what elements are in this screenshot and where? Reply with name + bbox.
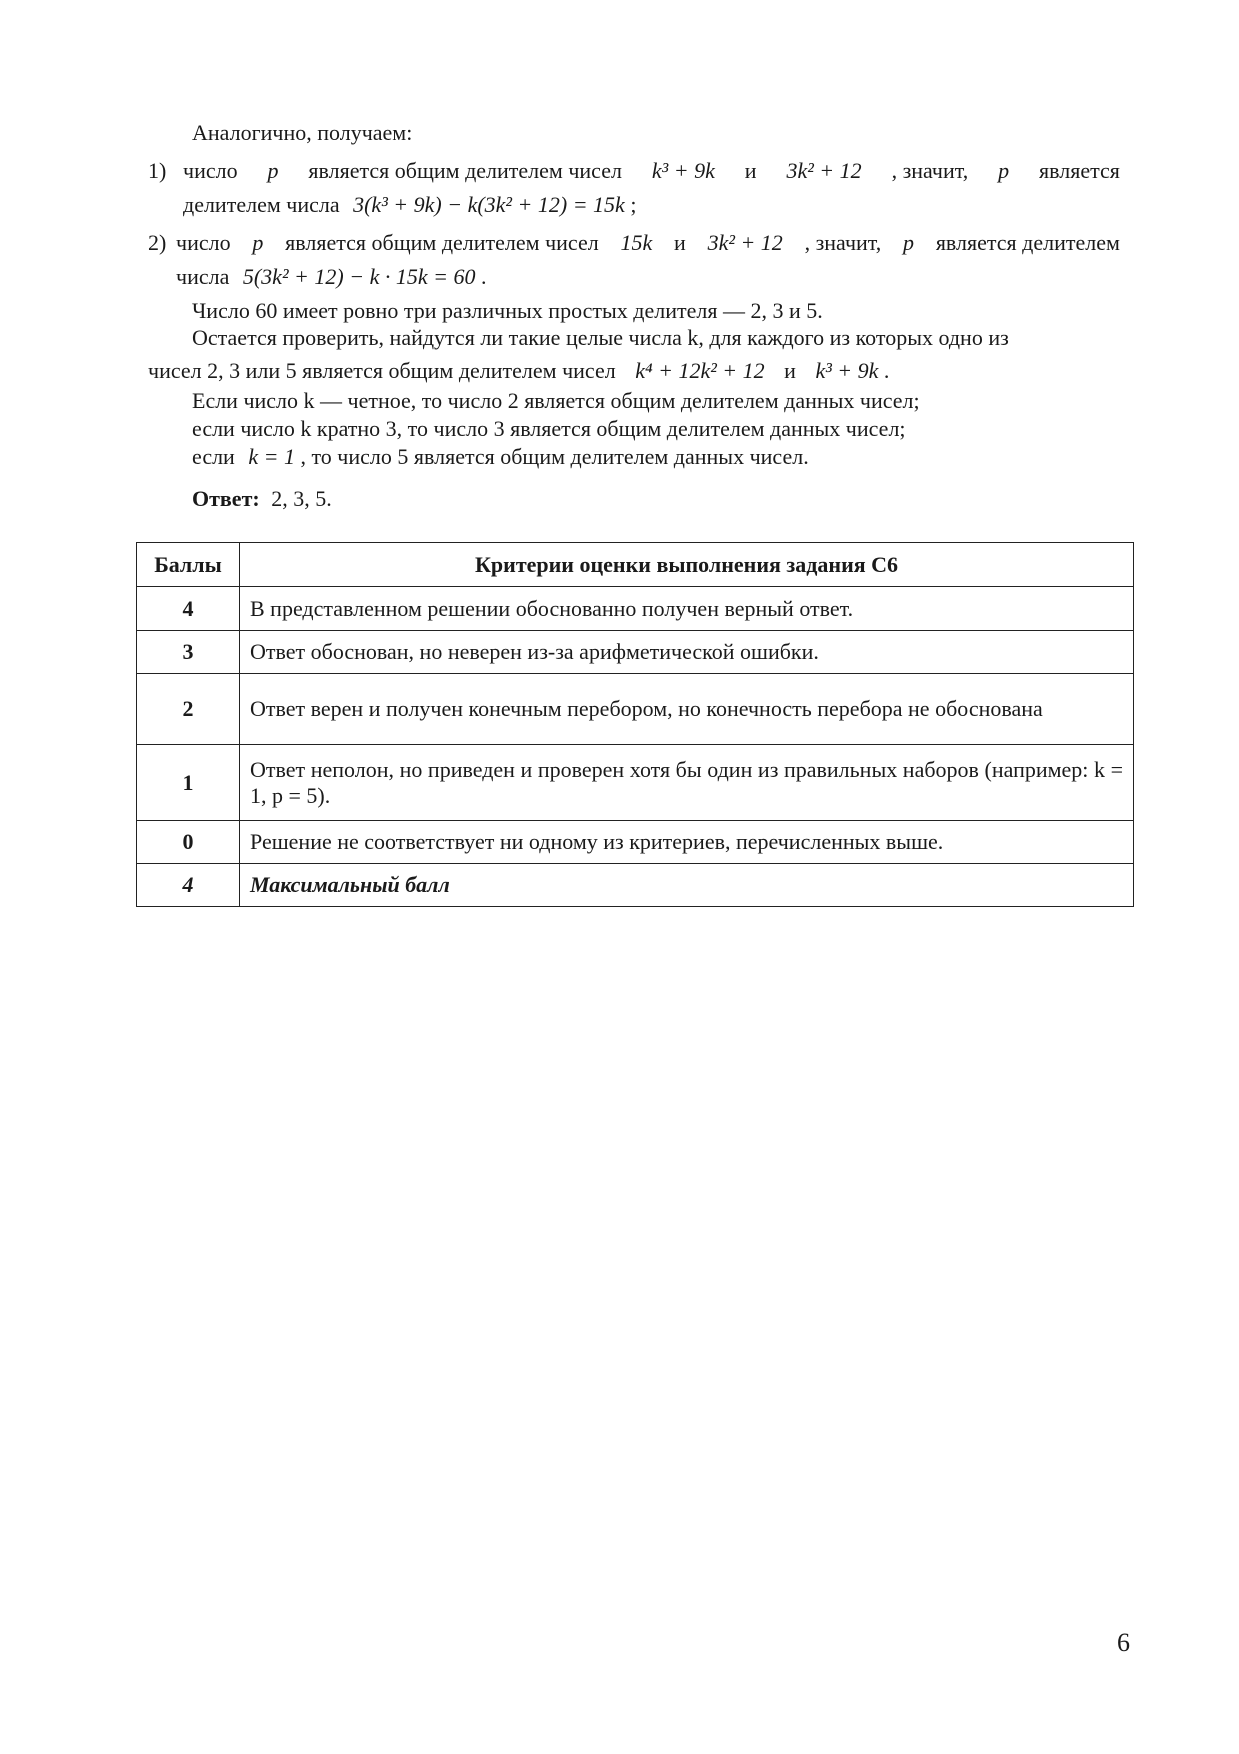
item2-phrase: является общим делителем чисел [285,230,599,255]
item1-and: и [744,158,757,183]
item1-expr1: k³ + 9k [651,158,715,183]
intro-text: Аналогично, получаем: [192,120,413,145]
item1-number: 1) [148,158,167,183]
item2-expr3: 5(3k² + 12) − k · 15k = 60 [242,264,476,289]
item1-so: , значит, [891,158,969,183]
item2-word-number: число [176,230,231,255]
table-row [137,674,1134,745]
item1-semicolon: ; [630,192,637,217]
row-criteria: Решение не соответствует ни одному из критериев, перечисленных выше. [240,821,1134,864]
item2-period: . [480,264,487,289]
item2-so: , значит, [804,230,882,255]
item2-and: и [674,230,686,255]
table-header-row [137,543,1134,587]
para-check-line1: Остается проверить, найдутся ли такие целые числа k, для каждого из которых одно из [192,325,1009,350]
table-row [137,745,1134,821]
row-score: 4 [137,587,240,631]
item2-number: 2) [148,230,167,255]
page-number: 6 [1117,1628,1130,1657]
case-k-equals-1 [192,444,809,470]
answer-value: 2, 3, 5. [271,486,332,511]
item2-var-p: p [252,230,264,255]
row-criteria: Ответ обоснован, но неверен из-за арифметической ошибки. [240,631,1134,674]
item2-expr1: 15k [620,230,653,255]
answer-line [192,486,332,512]
para-check-line2 [148,358,889,384]
case-even: Если число k — четное, то число 2 является общим делителем данных чисел; [192,388,920,413]
para-expr2: k³ + 9k [815,358,879,383]
row-criteria: Ответ неполон, но приведен и проверен хотя бы один из правильных наборов (например: k = 1, p = 5). [240,745,1134,821]
item1-expr3: 3(k³ + 9k) − k(3k² + 12) = 15k [353,192,625,217]
row-score: 3 [137,631,240,674]
row-score: 2 [137,674,240,745]
item1-phrase: является общим делителем чисел [308,158,622,183]
item2-var-p2: p [903,230,915,255]
case-multiple-3: если число k кратно 3, то число 3 является общим делителем данных чисел; [192,416,906,441]
case3-if: если [192,444,235,469]
criteria-table [136,542,1134,907]
para-60-divisors: Число 60 имеет ровно три различных простых делителя — 2, 3 и 5. [192,298,823,323]
para-expr1: k⁴ + 12k² + 12 [635,358,765,383]
item1-is: является [1039,158,1120,183]
para-and: и [784,358,796,383]
table-row [137,587,1134,631]
table-row [137,821,1134,864]
case3-rest: , то число 5 является общим делителем данных чисел. [300,444,809,469]
item1-divisor-of: делителем числа [183,192,340,217]
row-criteria-max: Максимальный балл [240,864,1134,907]
header-score: Баллы [137,543,240,587]
item1-word-number: число [183,158,238,183]
header-criteria: Критерии оценки выполнения задания С6 [240,543,1134,587]
table-row-max [137,864,1134,907]
item2-expr2: 3k² + 12 [707,230,783,255]
row-score-max: 4 [137,864,240,907]
item1-var-p2: p [998,158,1010,183]
row-score: 0 [137,821,240,864]
case3-expr: k = 1 [248,444,295,469]
row-criteria: Ответ верен и получен конечным перебором, но конечность перебора не обоснована [240,674,1134,745]
item2-line2 [176,264,486,290]
para-period: . [883,358,890,383]
table-row [137,631,1134,674]
item2-line1 [176,230,1120,256]
item1-line2 [183,192,636,218]
item1-var-p: p [267,158,279,183]
row-score: 1 [137,745,240,821]
para-check-text: чисел 2, 3 или 5 является общим делителем чисел [148,358,616,383]
answer-label: Ответ: [192,486,260,511]
item2-number-word: числа [176,264,230,289]
item1-line1 [183,158,1120,184]
row-criteria: В представленном решении обоснованно получен верный ответ. [240,587,1134,631]
item2-is: является делителем [935,230,1120,255]
item1-expr2: 3k² + 12 [786,158,862,183]
